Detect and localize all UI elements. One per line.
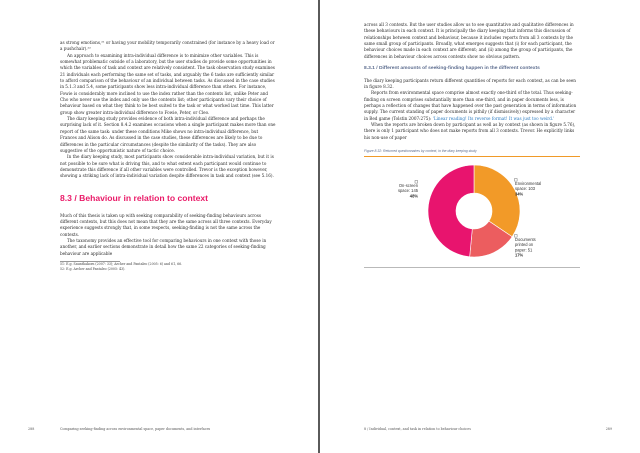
left-text-column: [60, 40, 276, 272]
paragraph: The diary keeping participants return different quantities of reports for each context, as can be seen in figure 8.32.: [364, 77, 576, 89]
slice-label: Documents: [515, 236, 536, 242]
slice-label: printed on: [515, 242, 534, 248]
figure-title: Figure 8.32: Returned questionnaires by context, in the diary keeping study: [364, 149, 477, 154]
paragraph: across all 3 contexts. But the user studies allow us to see quantitative and qualitative differences in these behaviours in each context. It is principally the diary keeping that informs this discussion of relationships between context and behaviour, because it includes reports from all 3 contexts by the same small group of participants. Broadly, what emerges suggests that (i) for each participant, the behaviour choices made in each context are different; and (ii) among the group of participants, the differences in behaviour choices across contexts show no obvious pattern.: [364, 22, 574, 59]
left-page: [0, 0, 318, 453]
page-number: 288: [28, 427, 35, 431]
paragraph: [364, 90, 580, 122]
donut-chart: [364, 157, 580, 265]
quote-link[interactable]: 'Linear reading! Its reverse format! It was just too weird.': [432, 115, 555, 121]
paragraph: The taxonomy provides an effective tool for comparing behaviours in one context with those in another, and earlier sections demonstrate in detail how the same 22 categories of seeking-finding behaviour are applicable: [60, 237, 267, 256]
donut-slice-on-screen-space: [428, 165, 474, 257]
footnote: 51: E.g. Saunthakorn (2007: 33); Archer and Pantaleo (2005: 6) and 61, 66.: [60, 261, 183, 266]
donut-chart-svg: [364, 157, 580, 265]
slice-label: 34%: [515, 191, 524, 197]
footnote: 52: E.g. Archer and Pantaleo (2005: 43).: [60, 266, 126, 271]
slice-label: Environmental: [515, 180, 542, 186]
right-text-column: [364, 22, 580, 267]
paragraph: In the diary keeping study, most participants show considerable intra-individual variation, but it is not possible to be sure what is driving this, and to what extent each participant would continue to demonstrate this difference if all other variables were controlled. Trevor is the exception however, showing a striking lack of intra-individual variation despite differences in task and context (see 5.16).: [60, 154, 274, 179]
paragraph: The diary keeping study provides evidence of both intra-individual difference and perhaps the surprising lack of it. Section 8.4.2 examines occasions when a single participant makes more than one report of the same task: under these conditions Mike shows no intra-individual difference, but Frances and Alison do. As discussed in the case studies, these differences are likely to be due to differences in the particular circumstances (despite the similarity of the tasks). They are also suggestive of the opportunistic nature of tactic choice.: [60, 116, 276, 153]
running-footer: Comparing seeking-finding across environmental space, paper documents, and interfaces: [60, 427, 211, 431]
page-number: 289: [605, 427, 612, 431]
section-heading: 8.3 / Behaviour in relation to context: [60, 192, 209, 203]
paragraph: as strong emotions,⁵¹ or having your mobility temporarily constrained (for instance by a heavy load or a pushchair).⁵²: [60, 40, 275, 52]
paragraph: Much of this thesis is taken up with seeking comparability of seeking-finding behaviours across different contexts, but this does not mean that they are the same across all three contexts. Everyday experience suggests strongly that, in some respects, seeking-finding is not the same across the contexts.: [60, 212, 272, 237]
slice-label: 17%: [515, 252, 524, 258]
paragraph: An approach to examining intra-individual difference is to minimize other variables. This is somewhat problematic outside of a laboratory, but the user studies do provide some opportunities in which the variables of task and context are relatively consistent. The task observation study examines 21 individuals each performing the same set of tasks, and arguably the 6 tasks are sufficiently similar to afford comparison of the behaviour of an individual between tasks. As discussed in the case studies in 5.1.3 and 5.4, some participants show less intra-individual difference than others. For instance, Fowie is considerably more inclined to use the index rather than the contents list, unlike Peter and Cho who never use the index and only use the contents list; other participants vary their choice of behaviour based on what they think to be best suited to the task or what worked last time. This latter group show greater intra-individual difference to Fowie, Peter, or Cleo.: [60, 52, 275, 115]
donut-slice-environmental-space: [474, 165, 520, 237]
subsection-heading: 8.3.1 / Different amounts of seeking-finding happen in the different contexts: [364, 66, 540, 72]
slice-label: On-screen: [398, 182, 418, 188]
running-footer: 8 / Individual, context, and task in relation to behaviour choices: [364, 427, 471, 431]
slice-label: space: 145: [397, 188, 418, 194]
slice-label: paper: 51: [515, 247, 533, 253]
paragraph: When the reports are broken down by participant as well as by context (as shown in figure 5.76), there is only 1 participant who does not make reports from all 3 contexts. Trevor. He explicitly links his non-use of paper: [364, 122, 576, 140]
right-page: [320, 0, 640, 453]
figure-bottom-rule: [364, 267, 580, 268]
slice-label: 48%: [409, 193, 418, 199]
slice-label: space: 103: [515, 186, 536, 192]
paragraph-text: Reports from environmental space comprise almost exactly one-third of the total. Thus seeking-finding on screen comprises substantially more than one-third, and in paper documents less, is perhaps a reflection of changes that have happened over the past generation in terms of information supply. The current standing of paper documents is pithily (if dismissively) expressed by a character in Bed game (Tolstin 2007:275):: [364, 90, 577, 121]
